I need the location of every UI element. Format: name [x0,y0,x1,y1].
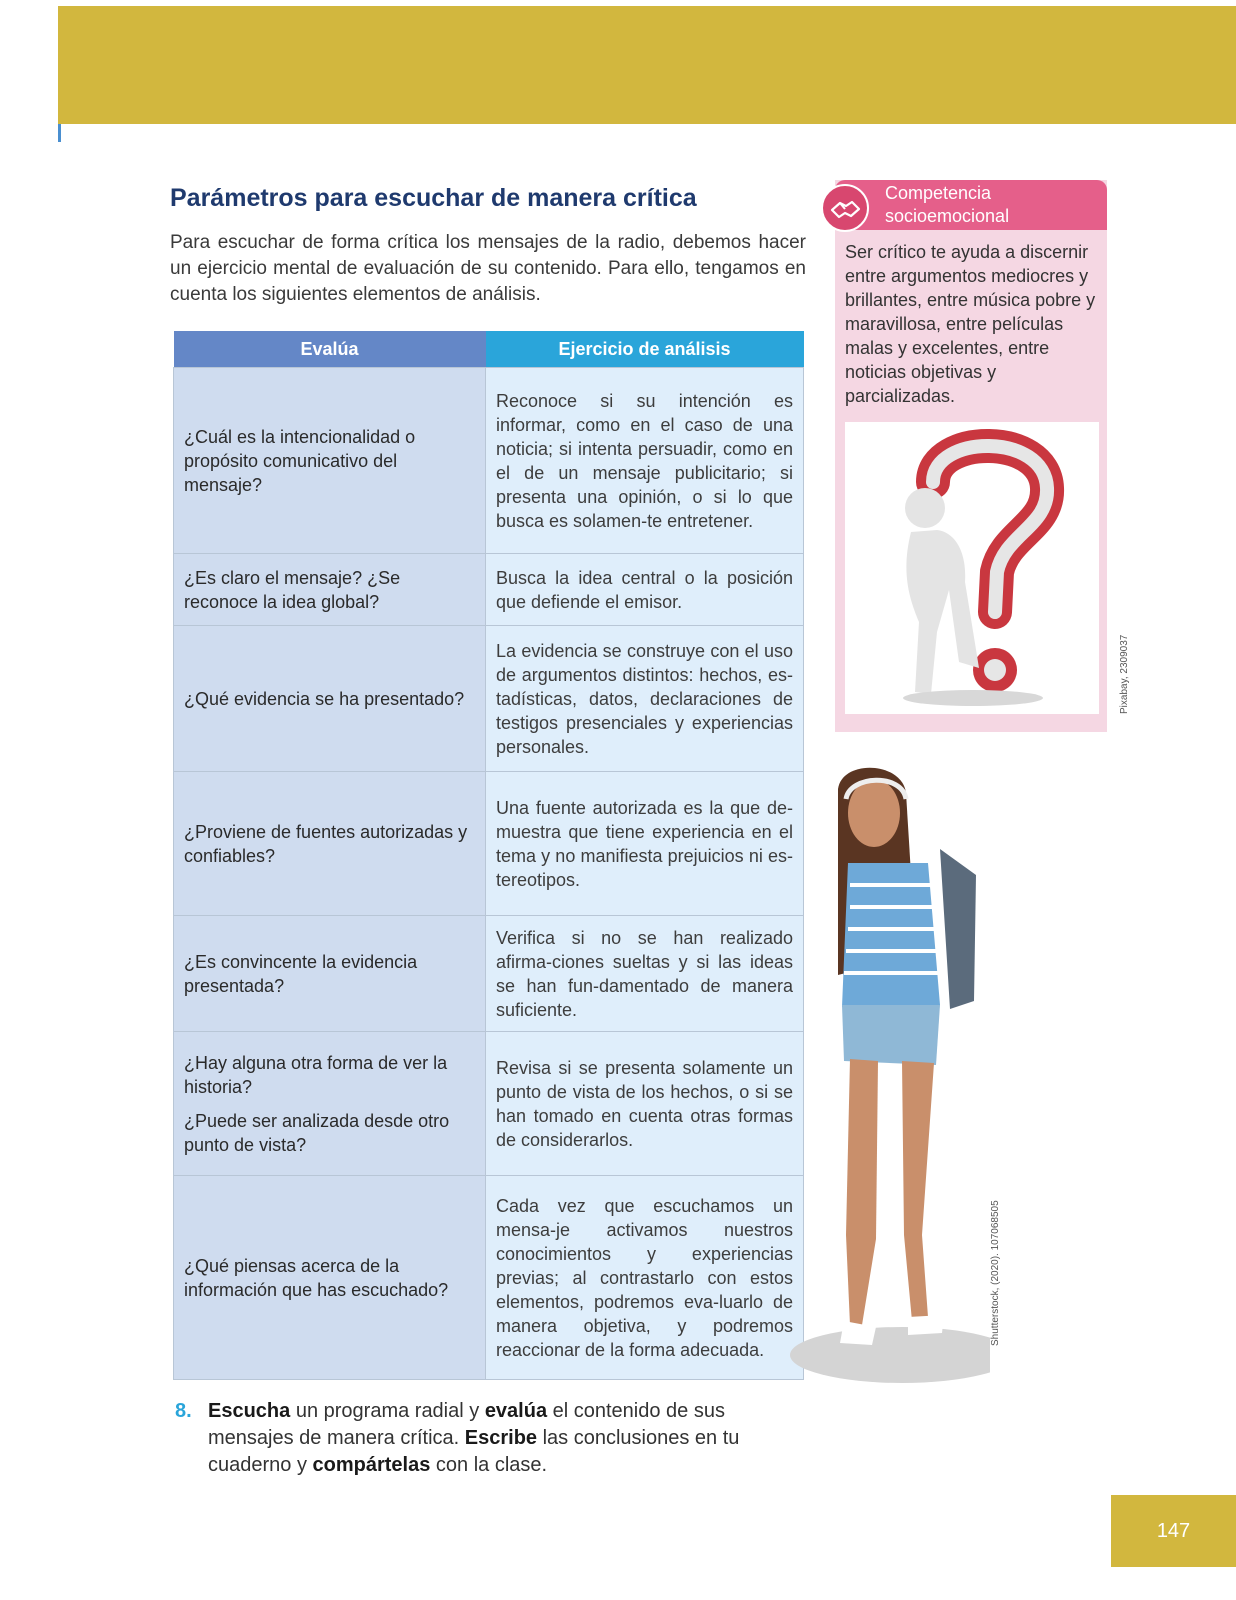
girl-with-headphones-photo [790,765,990,1390]
question-text: ¿Es convincente la evidencia presentada? [184,951,418,996]
competencia-header [835,180,1107,230]
column-header-evalua: Evalúa [174,331,486,368]
question-text: ¿Qué evidencia se ha presentado? [184,688,465,709]
question-cell [174,1032,486,1176]
page-number: 147 [1111,1495,1236,1567]
intro-paragraph: Para escuchar de forma crítica los mensajes de la radio, debemos hacer un ejercicio mental de evaluación de su contenido. Para ello, tengamos en cuenta los siguientes elementos de análisis. [170,232,806,305]
table-row [174,626,804,772]
analysis-table [173,331,804,1380]
answer-cell: Revisa si se presenta solamente un punto de vista de los hechos, o si se han tomado en cuenta otras formas de considerarlos. [486,1032,804,1176]
table-row [174,368,804,554]
table-row [174,1032,804,1176]
verb-escribe: Escribe [464,1427,538,1449]
question-cell [174,626,486,772]
question-text-secondary: ¿Puede ser analizada desde otro punto de vista? [184,1110,450,1155]
question-text: ¿Qué piensas acerca de la información que has escuchado? [184,1255,449,1300]
question-cell [174,916,486,1032]
competencia-title-line2: socioemocional [885,206,1010,226]
activity-text-part: con la clase. [430,1454,548,1476]
question-text: ¿Es claro el mensaje? ¿Se reconoce la idea global? [184,567,401,612]
question-cell [174,772,486,916]
page-edge-marker [58,124,61,142]
top-color-band [58,6,1236,124]
answer-cell: Una fuente autorizada es la que de-muestra que tiene experiencia en el tema y no manifiesta prejuicios ni es-tereotipos. [486,772,804,916]
question-cell [174,368,486,554]
verb-compartelas: compártelas [312,1454,431,1476]
column-header-ejercicio: Ejercicio de análisis [486,331,804,368]
answer-cell: Verifica si no se han realizado afirma-ciones sueltas y si las ideas se han fun-damentado de manera suficiente. [486,916,804,1032]
question-cell [174,1176,486,1380]
answer-cell: Busca la idea central o la posición que defiende el emisor. [486,554,804,626]
section-heading: Parámetros para escuchar de manera crítica [170,184,697,212]
activity-8 [175,1398,815,1479]
competencia-title-line1: Competencia [885,183,992,203]
verb-evalua: evalúa [484,1400,548,1422]
question-cell [174,554,486,626]
verb-escucha: Escucha [208,1400,291,1422]
question-text: ¿Proviene de fuentes autorizadas y confiables? [184,821,468,866]
table-header-row [174,331,804,368]
competencia-text: Ser crítico te ayuda a discernir entre argumentos mediocres y brillantes, entre música pobre y maravillosa, entre películas malas y excelentes, entre noticias objetivas y parcializadas. [845,242,1096,406]
competencia-box [835,180,1107,732]
table-row [174,554,804,626]
activity-number: 8. [175,1400,192,1422]
table-row [174,916,804,1032]
competencia-title [885,182,1095,228]
activity-text-part: un programa radial y [290,1400,485,1422]
question-text: ¿Cuál es la intencionalidad o propósito comunicativo del mensaje? [184,426,416,495]
answer-cell: La evidencia se construye con el uso de argumentos distintos: hechos, es-tadísticas, datos, declaraciones de testigos presenciales y experiencias personales. [486,626,804,772]
activity-text-part: el contenido de sus mensajes de manera crítica. [208,1400,725,1449]
question-mark-illustration [845,422,1099,714]
handshake-icon [821,184,869,232]
activity-text-part: las conclusiones en tu cuaderno y [208,1427,740,1476]
pixabay-credit: Pixabay, 2309037 [1119,634,1130,714]
answer-cell: Reconoce si su intención es informar, como en el caso de una noticia; si intenta persuadir, como en el de un mensaje publicitario; si presenta una opinión, o si lo que busca es solamen-te entretener. [486,368,804,554]
table-row [174,1176,804,1380]
table-row [174,772,804,916]
shutterstock-credit: Shutterstock, (2020). 107068505 [990,1200,1001,1346]
activity-text [208,1398,815,1479]
question-text: ¿Hay alguna otra forma de ver la historia? [184,1052,448,1097]
answer-cell: Cada vez que escuchamos un mensa-je activamos nuestros conocimientos y experiencias previas; al contrastarlo con estos elementos, podremos eva-luarlo de manera objetiva, y podremos reaccionar de la forma adecuada. [486,1176,804,1380]
